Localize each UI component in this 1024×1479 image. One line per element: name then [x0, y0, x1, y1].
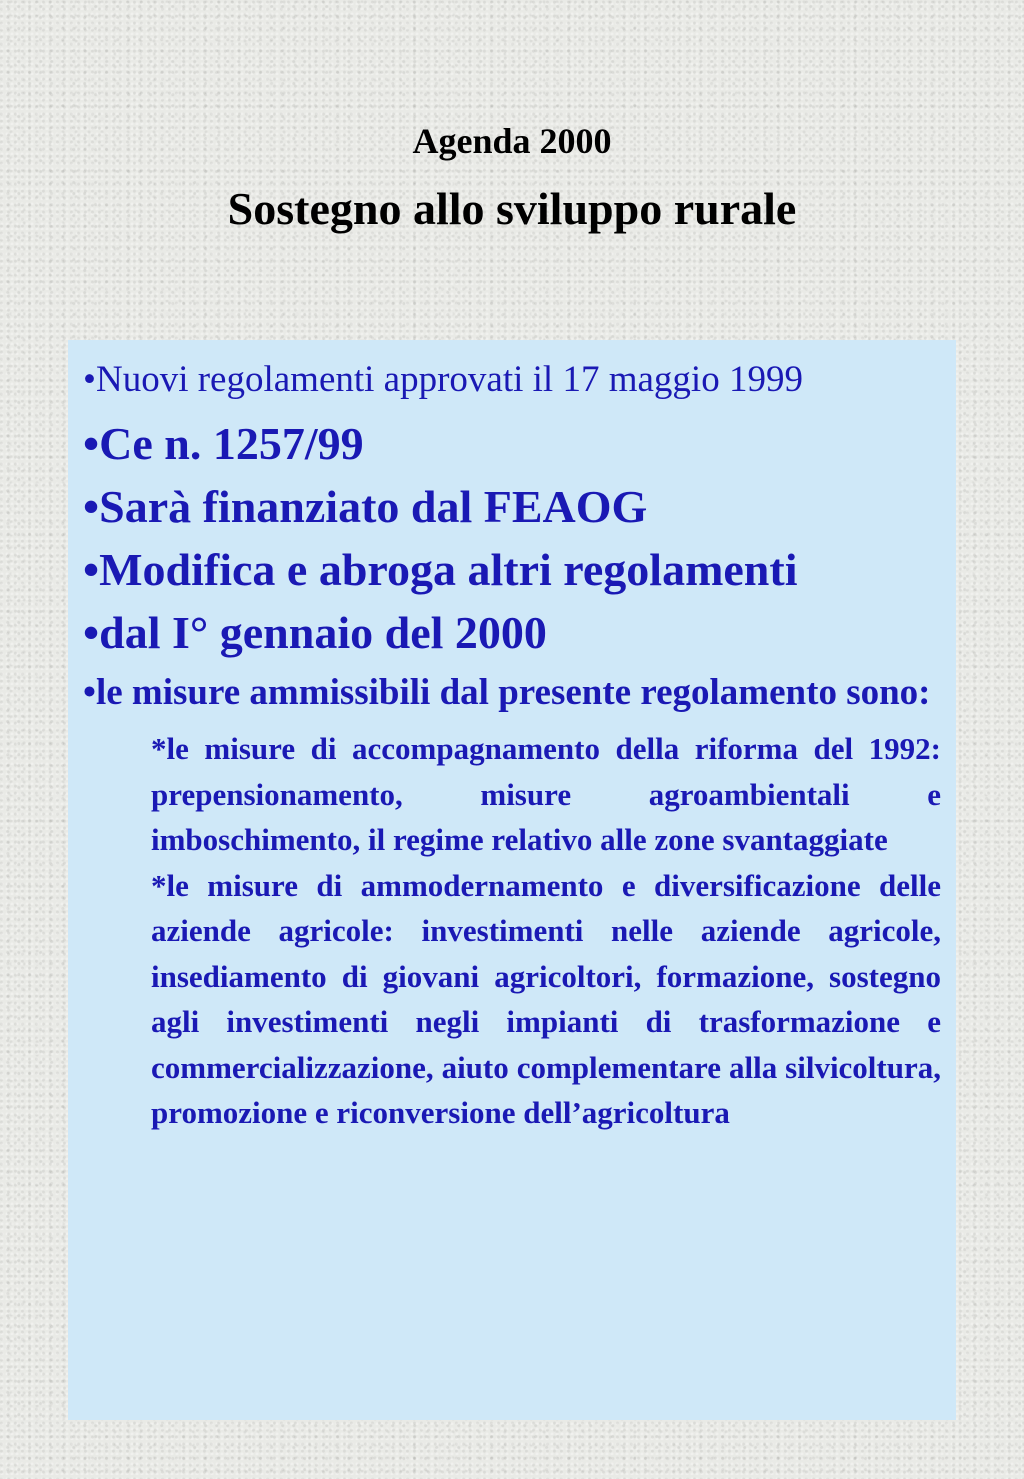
- sub-list-item: *le misure di ammodernamento e diversificazione delle aziende agricole: investimenti nelle aziende agricole, insediamento di giovani agricoltori, formazione, sostegno agli investimenti negli impianti di trasformazione e commercializzazione, aiuto complementare alla silvicoltura, promozione e riconversione dell’agricoltura: [151, 867, 941, 1130]
- list-item: [83, 601, 941, 664]
- list-item-text: Nuovi regolamenti approvati il 17 maggio 1999: [95, 359, 803, 400]
- bullet: •: [83, 607, 100, 658]
- list-item: [83, 412, 941, 475]
- list-item-text: Ce n. 1257/99: [99, 418, 364, 469]
- list-item-text: Sarà finanziato dal FEAOG: [99, 481, 648, 532]
- list-item: [83, 666, 941, 720]
- list-item-text: le misure ammissibili dal presente regolamento sono:: [95, 672, 931, 713]
- list-item: [83, 354, 941, 406]
- agenda-heading: Agenda 2000: [412, 121, 612, 161]
- page-title: Sostegno allo sviluppo rurale: [227, 183, 797, 234]
- list-item-text: Modifica e abroga altri regolamenti: [99, 544, 798, 595]
- bullet: •: [83, 672, 96, 713]
- bullet: •: [83, 359, 96, 400]
- bullet: •: [83, 481, 100, 532]
- bullet: •: [83, 544, 100, 595]
- sub-list-item: *le misure di accompagnamento della riforma del 1992: prepensionamento, misure agroambientali e imboschimento, il regime relativo alle zone svantaggiate: [151, 731, 941, 857]
- content-panel: [68, 340, 956, 1420]
- bullet: •: [83, 418, 100, 469]
- list-item: [83, 475, 941, 538]
- list-item: [83, 538, 941, 601]
- list-item-text: dal I° gennaio del 2000: [99, 607, 547, 658]
